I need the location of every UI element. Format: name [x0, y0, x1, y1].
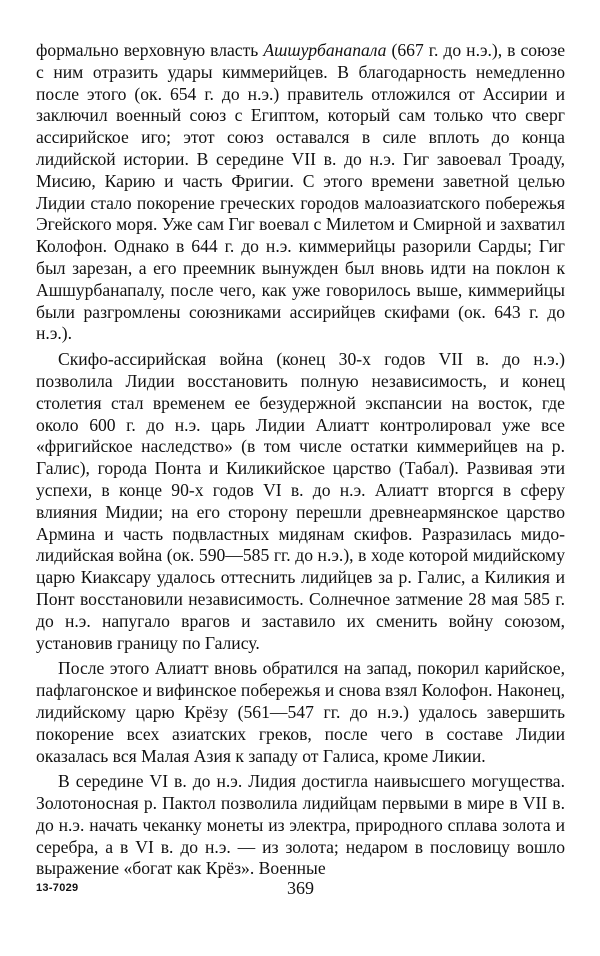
body-text: [36, 40, 565, 880]
paragraph: [36, 40, 565, 345]
page-footer: [36, 878, 565, 902]
paragraph: [36, 658, 565, 767]
text-segment: (667 г. до н.э.), в союзе с ним отразить удары киммерийцев. В благодарность немедленно после этого (ок. 654 г. до н.э.) правитель отложился от Ассирии и заключил военный союз с Египтом, который сам только что сверг ассирийское иго; этот союз оставался в силе вплоть до конца лидийской истории. В середине VII в. до н.э. Гиг завоевал Троаду, Мисию, Карию и часть Фригии. С этого времени заветной целью Лидии стало покорение греческих городов малоазиатского побережья Эгейского моря. Уже сам Гиг воевал с Милетом и Смирной и захватил Колофон. Однако в 644 г. до н.э. киммерийцы разорили Сарды; Гиг был зарезан, а его преемник вынужден был вновь идти на поклон к Ашшурбанапалу, после чего, как уже говорилось выше, киммерийцы были разгромлены союзниками ассирийцев скифами (ок. 643 г. до н.э.).: [36, 40, 566, 344]
paragraph: [36, 349, 565, 654]
paragraph: [36, 771, 565, 880]
italic-text: Ашшурбанапала: [263, 40, 387, 60]
text-segment: Скифо-ассирийская война (конец 30-х годов VII в. до н.э.) позволила Лидии восстановить полную независимость, и конец столетия стал временем ее безудержной экспансии на восток, где около 600 г. до н.э. царь Лидии Алиатт контролировал уже все «фригийское наследство» (в том числе остатки киммерийцев на р. Галис), города Понта и Киликийское царство (Табал). Развивая эти успехи, в конце 90-х годов VI в. до н.э. Алиатт вторгся в сферу влияния Мидии; на его сторону перешли древнеармянское царство Армина и часть подвластных мидянам скифов. Разразилась мидо-лидийская война (ок. 590—585 гг. до н.э.), в ходе которой мидийскому царю Киаксару удалось оттеснить лидийцев за р. Галис, а Киликия и Понт восстановили независимость. Солнечное затмение 28 мая 585 г. до н.э. напугало врагов и заставило их сменить войну союзом, установив границу по Галису.: [36, 349, 565, 653]
text-segment: В середине VI в. до н.э. Лидия достигла наивысшего могущества. Золотоносная р. Пактол позволила лидийцам первыми в мире в VII в. до н.э. начать чеканку монеты из электра, природного сплава золота и серебра, а в VI в. до н.э. — из золота; недаром в пословицу вошло выражение «богат как Крёз». Военные: [36, 771, 565, 879]
printer-signature: 13-7029: [36, 882, 79, 894]
text-segment: После этого Алиатт вновь обратился на запад, покорил карийское, пафлагонское и вифинское побережья и снова взял Колофон. Наконец, лидийскому царю Крёзу (561—547 гг. до н.э.) удалось завершить покорение всех азиатских греков, после чего в составе Лидии оказалась вся Малая Азия к западу от Галиса, кроме Ликии.: [36, 658, 565, 766]
text-segment: формально верховную власть: [36, 40, 264, 60]
page-number: 369: [287, 878, 314, 898]
